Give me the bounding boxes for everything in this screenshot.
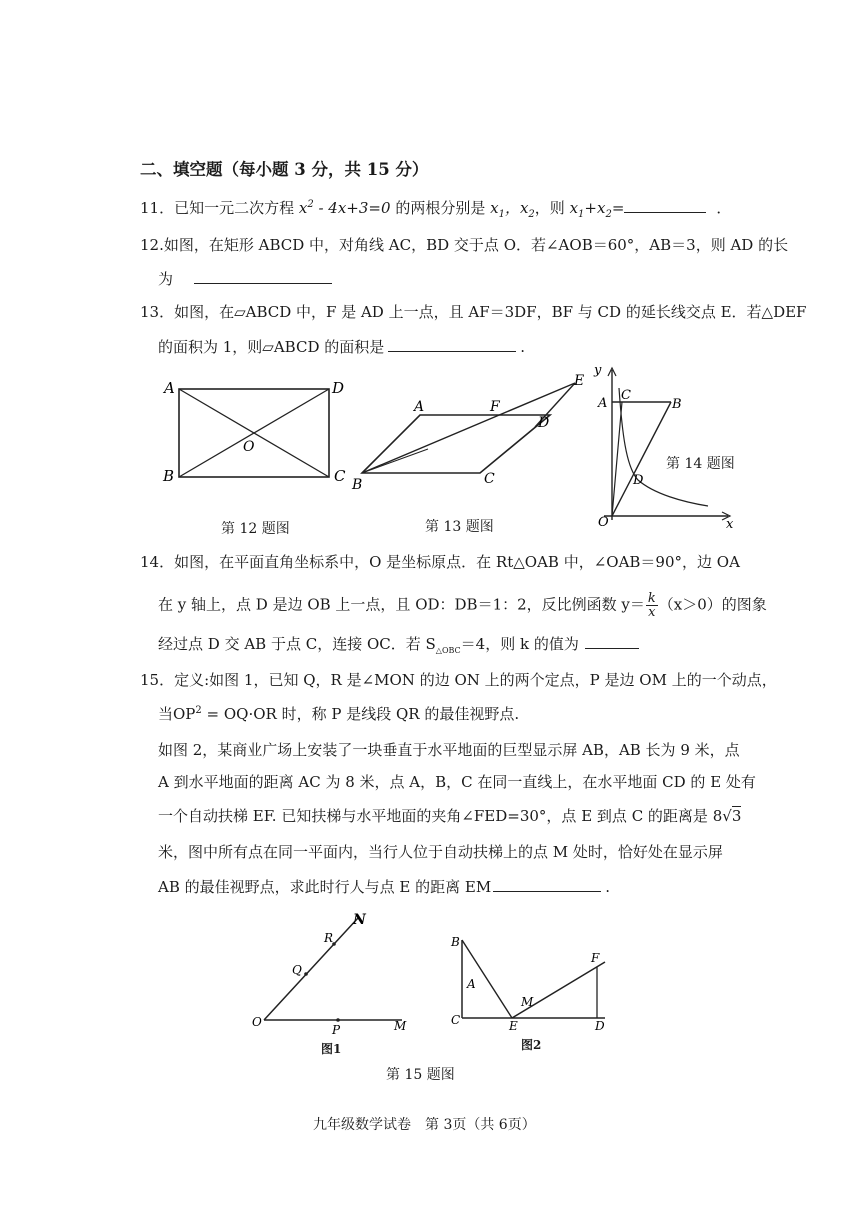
caption-fig2: 图2 xyxy=(521,1038,542,1052)
label-b: B xyxy=(163,467,175,485)
question-11: 11．已知一元二次方程 $x^2 - 4x+3=0$ 的两根分别是 $x_1$，$x_2$，则 $x_1+x_2=$ ． xyxy=(140,199,732,220)
caption-12: 第 12 题图 xyxy=(221,521,290,537)
label-m: M xyxy=(394,1019,407,1033)
question-15-line7: AB 的最佳视野点，求此时行人与点 E 的距离 EM . xyxy=(158,878,610,896)
figure-12 xyxy=(160,375,350,495)
q11-roots: $x_1$，$x_2$ xyxy=(485,199,535,220)
point-p xyxy=(336,1018,340,1022)
q11-sum: $x_1+x_2=$ xyxy=(564,199,625,220)
sketch-line xyxy=(362,449,428,473)
caption-14: 第 14 题图 xyxy=(666,456,735,472)
label-c: C xyxy=(451,1013,461,1027)
label-m: M xyxy=(521,995,534,1009)
label-c: C xyxy=(334,467,346,485)
label-f: F xyxy=(490,399,500,415)
question-13: 13．如图，在▱ABCD 中，F 是 AD 上一点，且 AF＝3DF，BF 与 CD 的延长线交点 E．若△DEF xyxy=(140,303,807,321)
label-c: C xyxy=(621,388,631,403)
label-a: A xyxy=(164,379,175,397)
question-14-line3: 经过点 D 交 AB 于点 C，连接 OC．若 $S_{\triangle OBC}=4$，则 k 的值为 xyxy=(158,633,639,654)
label-o: O xyxy=(598,515,609,530)
q11-text-b: 的两根分别是 xyxy=(395,199,486,217)
label-e: E xyxy=(509,1019,518,1033)
figure-14 xyxy=(588,362,738,532)
question-15-line3: 如图 2，某商业广场上安装了一块垂直于水平地面的巨型显示屏 AB，AB 长为 9 米，点 xyxy=(158,741,740,759)
label-x: x xyxy=(726,517,734,532)
q15-answer-blank[interactable] xyxy=(493,876,601,892)
label-y: y xyxy=(594,363,602,378)
question-14: 14．如图，在平面直角坐标系中，O 是坐标原点．在 Rt△OAB 中，∠OAB＝90°，边 OA xyxy=(140,553,740,571)
question-12-line2: 为 xyxy=(158,268,332,289)
q14-answer-blank[interactable] xyxy=(585,633,639,649)
q11-text-a: 11．已知一元二次方程 xyxy=(140,199,299,217)
label-b: B xyxy=(352,477,363,493)
q11-text-c: ，则 xyxy=(534,199,565,217)
label-a: A xyxy=(467,977,476,991)
q12-answer-blank[interactable] xyxy=(194,268,332,284)
ray-on xyxy=(264,918,358,1020)
q11-answer-blank[interactable] xyxy=(624,197,706,213)
label-b: B xyxy=(451,935,460,949)
label-p: P xyxy=(332,1023,341,1037)
question-12: 12.如图，在矩形 ABCD 中，对角线 AC，BD 交于点 O．若∠AOB＝60°，AB＝3，则 AD 的长 xyxy=(140,236,789,254)
label-d: D xyxy=(332,379,345,397)
figure-15-2 xyxy=(445,930,620,1035)
question-15-line4: A 到水平地面的距离 AC 为 8 米，点 A，B，C 在同一直线上，在水平地面 CD 的 E 处有 xyxy=(158,773,756,791)
label-d: D xyxy=(538,415,550,431)
q11-equation: $x^2 - 4x+3=0$ xyxy=(298,199,396,217)
question-13-line2: 的面积为 1，则▱ABCD 的面积是 . xyxy=(158,338,526,356)
label-e: E xyxy=(574,373,585,389)
section-title: 二、填空题（每小题 3 分，共 15 分） xyxy=(140,160,429,179)
escalator-ef xyxy=(512,962,605,1018)
point-q xyxy=(304,972,308,976)
question-15-line5: 一个自动扶梯 EF. 已知扶梯与水平地面的夹角∠FED=30°，点 E 到点 C 的距离是 8√3 xyxy=(158,807,742,825)
question-14-line2: 在 y 轴上，点 D 是边 OB 上一点，且 OD：DB＝1：2，反比例函数 y＝ $\frac{k}{x}$ （x＞0）的图象 xyxy=(158,591,767,620)
caption-fig1: 图1 xyxy=(321,1042,342,1056)
fraction-k-over-x: $\frac{k}{x}$ xyxy=(647,591,656,620)
figure-15-1 xyxy=(250,908,420,1038)
page-footer: 九年级数学试卷 第 3页（共 6页） xyxy=(313,1117,536,1133)
parallelogram-abcd xyxy=(362,415,550,473)
hyperbola xyxy=(619,388,708,506)
label-d: D xyxy=(595,1019,605,1033)
label-f: F xyxy=(591,951,600,965)
label-q: Q xyxy=(292,963,302,977)
label-n: N xyxy=(353,912,366,928)
question-15: 15．定义:如图 1，已知 Q，R 是∠MON 的边 ON 上的两个定点，P 是边 OM 上的一个动点， xyxy=(140,671,777,689)
q13-answer-blank[interactable] xyxy=(388,336,516,352)
label-o: O xyxy=(243,439,255,455)
caption-15: 第 15 题图 xyxy=(386,1067,455,1083)
label-o: O xyxy=(252,1015,262,1029)
label-a: A xyxy=(598,396,608,411)
label-c: C xyxy=(484,471,495,487)
question-15-line6: 米，图中所有点在同一平面内，当行人位于自动扶梯上的点 M 处时，恰好处在显示屏 xyxy=(158,843,723,861)
label-d: D xyxy=(633,473,644,488)
label-r: R xyxy=(324,931,334,945)
label-b: B xyxy=(672,397,682,412)
label-a: A xyxy=(414,399,425,415)
caption-13: 第 13 题图 xyxy=(425,519,494,535)
question-15-line2: 当$OP^2 = OQ\cdot OR$ 时，称 P 是线段 QR 的最佳视野点. xyxy=(158,705,520,723)
figure-13 xyxy=(350,375,590,495)
